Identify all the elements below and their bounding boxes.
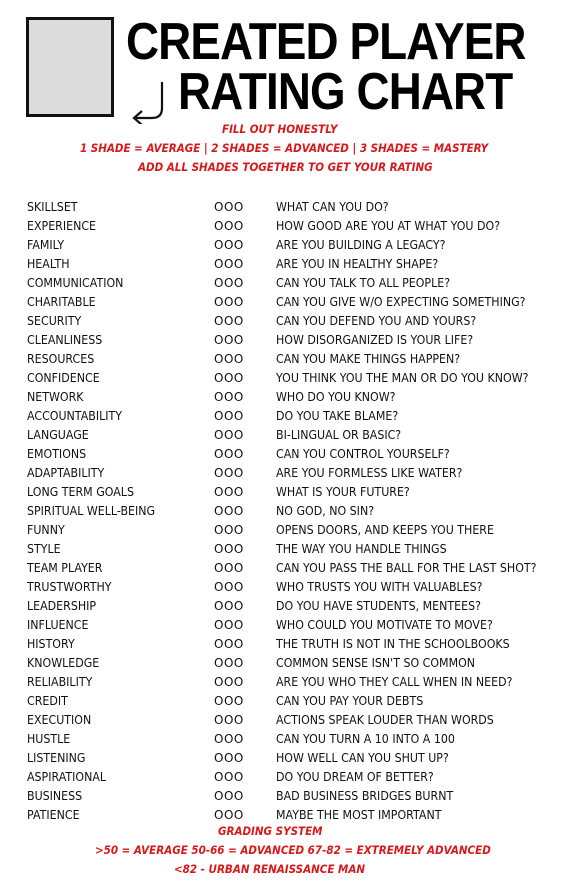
shade-circles[interactable]: OOO bbox=[214, 314, 244, 328]
skill-label: COMMUNICATION bbox=[27, 276, 124, 290]
skill-question: WHO TRUSTS YOU WITH VALUABLES? bbox=[276, 580, 483, 594]
table-row bbox=[0, 521, 584, 540]
skill-question: WHAT CAN YOU DO? bbox=[276, 200, 389, 214]
skill-question: HOW GOOD ARE YOU AT WHAT YOU DO? bbox=[276, 219, 501, 233]
skill-label: EMOTIONS bbox=[27, 447, 87, 461]
instruction-add-shades: ADD ALL SHADES TOGETHER TO GET YOUR RATING bbox=[138, 160, 433, 174]
skill-question: COMMON SENSE ISN'T SO COMMON bbox=[276, 656, 476, 670]
shade-circles[interactable]: OOO bbox=[214, 390, 244, 404]
skill-question: NO GOD, NO SIN? bbox=[276, 504, 375, 518]
skill-question: BI-LINGUAL OR BASIC? bbox=[276, 428, 402, 442]
table-row bbox=[0, 768, 584, 787]
skill-question: YOU THINK YOU THE MAN OR DO YOU KNOW? bbox=[276, 371, 529, 385]
table-row bbox=[0, 407, 584, 426]
shade-circles[interactable]: OOO bbox=[214, 656, 244, 670]
table-row bbox=[0, 483, 584, 502]
skill-question: CAN YOU TALK TO ALL PEOPLE? bbox=[276, 276, 451, 290]
shade-circles[interactable]: OOO bbox=[214, 504, 244, 518]
skill-question: ARE YOU IN HEALTHY SHAPE? bbox=[276, 257, 439, 271]
shade-circles[interactable]: OOO bbox=[214, 561, 244, 575]
shade-circles[interactable]: OOO bbox=[214, 257, 244, 271]
skill-question: THE WAY YOU HANDLE THINGS bbox=[276, 542, 447, 556]
table-row bbox=[0, 350, 584, 369]
shade-circles[interactable]: OOO bbox=[214, 637, 244, 651]
skill-label: RELIABILITY bbox=[27, 675, 93, 689]
instruction-fill-out: FILL OUT HONESTLY bbox=[222, 122, 338, 136]
table-row bbox=[0, 635, 584, 654]
skill-label: HEALTH bbox=[27, 257, 70, 271]
skill-label: INFLUENCE bbox=[27, 618, 89, 632]
skill-label: LEADERSHIP bbox=[27, 599, 97, 613]
skill-question: DO YOU HAVE STUDENTS, MENTEES? bbox=[276, 599, 481, 613]
title-line-1: CREATED PLAYER bbox=[126, 13, 526, 71]
skill-label: CLEANLINESS bbox=[27, 333, 103, 347]
table-row bbox=[0, 654, 584, 673]
skill-question: DO YOU TAKE BLAME? bbox=[276, 409, 399, 423]
shade-circles[interactable]: OOO bbox=[214, 580, 244, 594]
skill-label: EXPERIENCE bbox=[27, 219, 97, 233]
skill-label: KNOWLEDGE bbox=[27, 656, 100, 670]
skill-question: WHAT IS YOUR FUTURE? bbox=[276, 485, 410, 499]
photo-placeholder-box bbox=[26, 17, 114, 117]
skill-label: FUNNY bbox=[27, 523, 65, 537]
shade-circles[interactable]: OOO bbox=[214, 409, 244, 423]
skill-label: SKILLSET bbox=[27, 200, 78, 214]
skill-label: STYLE bbox=[27, 542, 61, 556]
skill-question: CAN YOU CONTROL YOURSELF? bbox=[276, 447, 450, 461]
table-row bbox=[0, 426, 584, 445]
skill-label: CHARITABLE bbox=[27, 295, 96, 309]
table-row bbox=[0, 749, 584, 768]
skill-question: CAN YOU DEFEND YOU AND YOURS? bbox=[276, 314, 477, 328]
skill-label: NETWORK bbox=[27, 390, 84, 404]
skill-question: ARE YOU WHO THEY CALL WHEN IN NEED? bbox=[276, 675, 513, 689]
skill-question: ARE YOU FORMLESS LIKE WATER? bbox=[276, 466, 463, 480]
skill-label: TEAM PLAYER bbox=[27, 561, 103, 575]
skill-question: HOW DISORGANIZED IS YOUR LIFE? bbox=[276, 333, 474, 347]
skill-label: CREDIT bbox=[27, 694, 68, 708]
skill-label: LANGUAGE bbox=[27, 428, 89, 442]
shade-circles[interactable]: OOO bbox=[214, 751, 244, 765]
grading-scale: >50 = AVERAGE 50-66 = ADVANCED 67-82 = EXTREMELY ADVANCED bbox=[95, 843, 491, 857]
skill-label: BUSINESS bbox=[27, 789, 83, 803]
shade-circles[interactable]: OOO bbox=[214, 808, 244, 822]
skill-question: WHO DO YOU KNOW? bbox=[276, 390, 396, 404]
shade-circles[interactable]: OOO bbox=[214, 618, 244, 632]
shade-circles[interactable]: OOO bbox=[214, 694, 244, 708]
skill-question: ACTIONS SPEAK LOUDER THAN WORDS bbox=[276, 713, 494, 727]
shade-circles[interactable]: OOO bbox=[214, 675, 244, 689]
skill-question: CAN YOU PASS THE BALL FOR THE LAST SHOT? bbox=[276, 561, 537, 575]
shade-circles[interactable]: OOO bbox=[214, 295, 244, 309]
shade-circles[interactable]: OOO bbox=[214, 713, 244, 727]
table-row bbox=[0, 388, 584, 407]
shade-circles[interactable]: OOO bbox=[214, 447, 244, 461]
shade-circles[interactable]: OOO bbox=[214, 276, 244, 290]
table-row bbox=[0, 217, 584, 236]
skill-question: HOW WELL CAN YOU SHUT UP? bbox=[276, 751, 449, 765]
skill-label: ADAPTABILITY bbox=[27, 466, 105, 480]
instruction-shade-legend: 1 SHADE = AVERAGE | 2 SHADES = ADVANCED | 3 SHADES = MASTERY bbox=[80, 141, 489, 155]
shade-circles[interactable]: OOO bbox=[214, 732, 244, 746]
skill-label: PATIENCE bbox=[27, 808, 80, 822]
skill-question: CAN YOU PAY YOUR DEBTS bbox=[276, 694, 424, 708]
table-row bbox=[0, 578, 584, 597]
table-row bbox=[0, 559, 584, 578]
shade-circles[interactable]: OOO bbox=[214, 428, 244, 442]
skill-question: MAYBE THE MOST IMPORTANT bbox=[276, 808, 442, 822]
shade-circles[interactable]: OOO bbox=[214, 523, 244, 537]
skill-label: ASPIRATIONAL bbox=[27, 770, 107, 784]
table-row bbox=[0, 692, 584, 711]
skill-question: DO YOU DREAM OF BETTER? bbox=[276, 770, 434, 784]
table-row bbox=[0, 369, 584, 388]
table-row bbox=[0, 502, 584, 521]
table-row bbox=[0, 806, 584, 825]
shade-circles[interactable]: OOO bbox=[214, 219, 244, 233]
table-row bbox=[0, 255, 584, 274]
table-row bbox=[0, 787, 584, 806]
shade-circles[interactable]: OOO bbox=[214, 485, 244, 499]
table-row bbox=[0, 331, 584, 350]
shade-circles[interactable]: OOO bbox=[214, 352, 244, 366]
table-row bbox=[0, 198, 584, 217]
skill-label: SECURITY bbox=[27, 314, 82, 328]
skill-question: WHO COULD YOU MOTIVATE TO MOVE? bbox=[276, 618, 493, 632]
table-row bbox=[0, 711, 584, 730]
skill-question: OPENS DOORS, AND KEEPS YOU THERE bbox=[276, 523, 494, 537]
table-row bbox=[0, 730, 584, 749]
curved-arrow-left-icon bbox=[128, 80, 170, 124]
skill-label: RESOURCES bbox=[27, 352, 95, 366]
skill-label: SPIRITUAL WELL-BEING bbox=[27, 504, 156, 518]
skill-question: CAN YOU GIVE W/O EXPECTING SOMETHING? bbox=[276, 295, 526, 309]
shade-circles[interactable]: OOO bbox=[214, 542, 244, 556]
shade-circles[interactable]: OOO bbox=[214, 599, 244, 613]
grading-title: GRADING SYSTEM bbox=[218, 824, 323, 838]
skill-label: ACCOUNTABILITY bbox=[27, 409, 122, 423]
table-row bbox=[0, 445, 584, 464]
shade-circles[interactable]: OOO bbox=[214, 238, 244, 252]
rating-table bbox=[0, 198, 584, 825]
shade-circles[interactable]: OOO bbox=[214, 333, 244, 347]
shade-circles[interactable]: OOO bbox=[214, 789, 244, 803]
table-row bbox=[0, 293, 584, 312]
skill-question: CAN YOU MAKE THINGS HAPPEN? bbox=[276, 352, 461, 366]
shade-circles[interactable]: OOO bbox=[214, 371, 244, 385]
table-row bbox=[0, 597, 584, 616]
skill-question: ARE YOU BUILDING A LEGACY? bbox=[276, 238, 446, 252]
table-row bbox=[0, 616, 584, 635]
skill-label: HUSTLE bbox=[27, 732, 71, 746]
title-line-2: RATING CHART bbox=[178, 63, 513, 121]
skill-label: LONG TERM GOALS bbox=[27, 485, 134, 499]
table-row bbox=[0, 540, 584, 559]
skill-label: HISTORY bbox=[27, 637, 75, 651]
grading-top-tier: <82 - URBAN RENAISSANCE MAN bbox=[174, 862, 366, 876]
shade-circles[interactable]: OOO bbox=[214, 466, 244, 480]
table-row bbox=[0, 464, 584, 483]
skill-label: FAMILY bbox=[27, 238, 65, 252]
skill-question: BAD BUSINESS BRIDGES BURNT bbox=[276, 789, 454, 803]
shade-circles[interactable]: OOO bbox=[214, 200, 244, 214]
skill-label: TRUSTWORTHY bbox=[27, 580, 112, 594]
skill-label: CONFIDENCE bbox=[27, 371, 100, 385]
table-row bbox=[0, 312, 584, 331]
shade-circles[interactable]: OOO bbox=[214, 770, 244, 784]
skill-question: CAN YOU TURN A 10 INTO A 100 bbox=[276, 732, 455, 746]
skill-question: THE TRUTH IS NOT IN THE SCHOOLBOOKS bbox=[276, 637, 510, 651]
table-row bbox=[0, 236, 584, 255]
skill-label: EXECUTION bbox=[27, 713, 92, 727]
table-row bbox=[0, 274, 584, 293]
skill-label: LISTENING bbox=[27, 751, 86, 765]
table-row bbox=[0, 673, 584, 692]
